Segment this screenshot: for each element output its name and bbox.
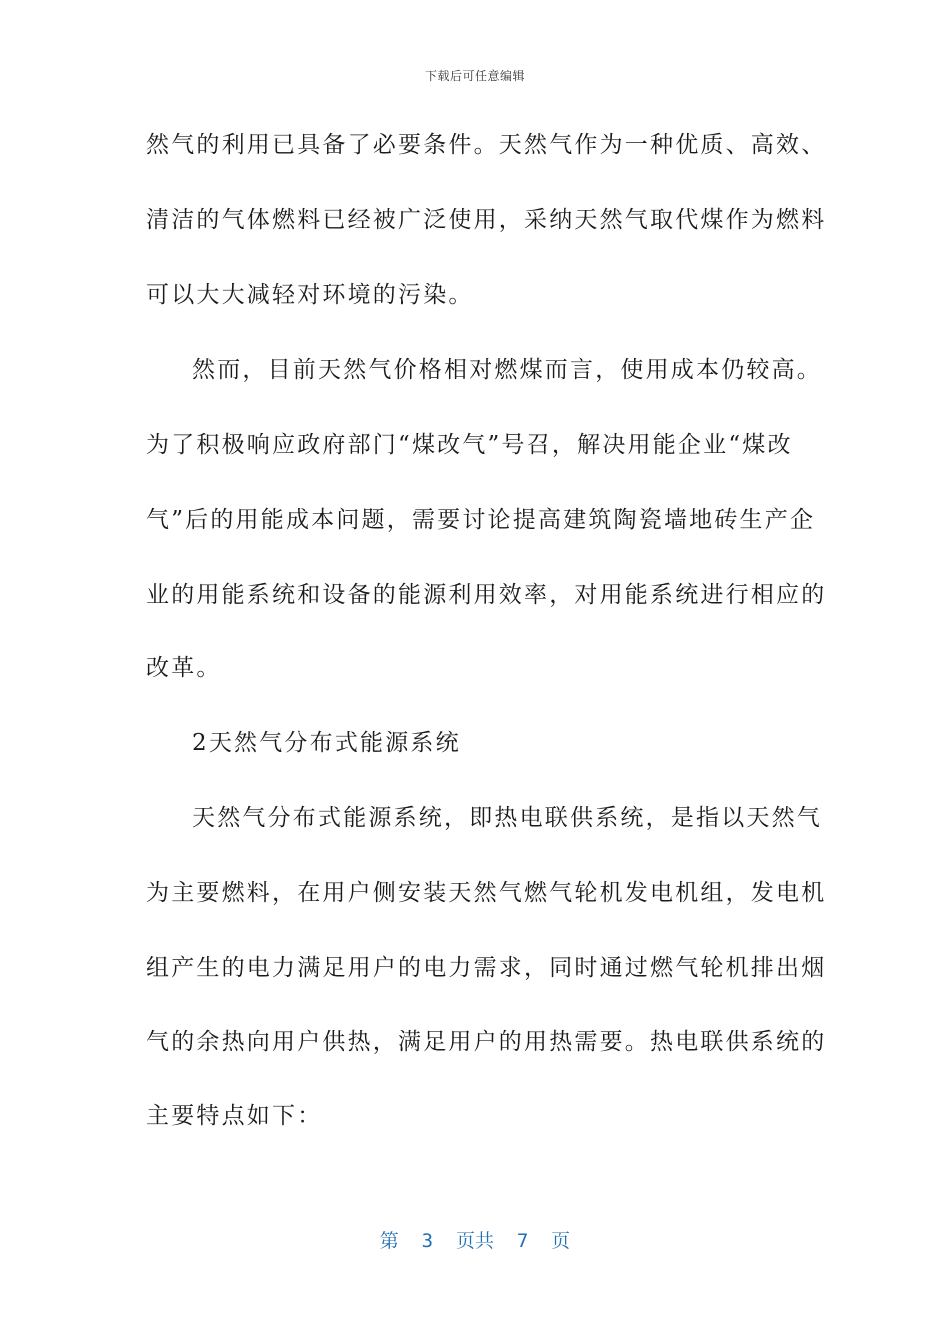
page-number: 第 3 页共 7 页 — [379, 1230, 571, 1252]
paragraph-line: 业的用能系统和设备的能源利用效率，对用能系统进行相应的 — [146, 582, 827, 608]
paragraph-line: 气”后的用能成本问题，需要讨论提高建筑陶瓷墙地砖生产企 — [146, 507, 816, 533]
paragraph-line: 天然气分布式能源系统，即热电联供系统，是指以天然气 — [192, 805, 822, 831]
paragraph-line: 然而，目前天然气价格相对燃煤而言，使用成本仍较高。 — [192, 357, 822, 383]
paragraph-line: 清洁的气体燃料已经被广泛使用，采纳天然气取代煤作为燃料 — [146, 207, 827, 233]
paragraph-line: 改革。 — [146, 655, 222, 681]
paragraph-line: 为了积极响应政府部门“煤改气”号召，解决用能企业“煤改 — [146, 432, 793, 458]
section-heading: 2天然气分布式能源系统 — [192, 730, 461, 756]
paragraph-line: 气的余热向用户供热，满足用户的用热需要。热电联供系统的 — [146, 1029, 827, 1055]
header-note: 下载后可任意编辑 — [424, 69, 525, 83]
paragraph-line: 为主要燃料，在用户侧安装天然气燃气轮机发电机组，发电机 — [146, 880, 827, 906]
paragraph-line: 主要特点如下： — [146, 1103, 323, 1129]
paragraph-line: 组产生的电力满足用户的电力需求，同时通过燃气轮机排出烟 — [146, 955, 827, 981]
paragraph-line: 然气的利用已具备了必要条件。天然气作为一种优质、高效、 — [146, 132, 827, 158]
paragraph-line: 可以大大减轻对环境的污染。 — [146, 282, 474, 308]
